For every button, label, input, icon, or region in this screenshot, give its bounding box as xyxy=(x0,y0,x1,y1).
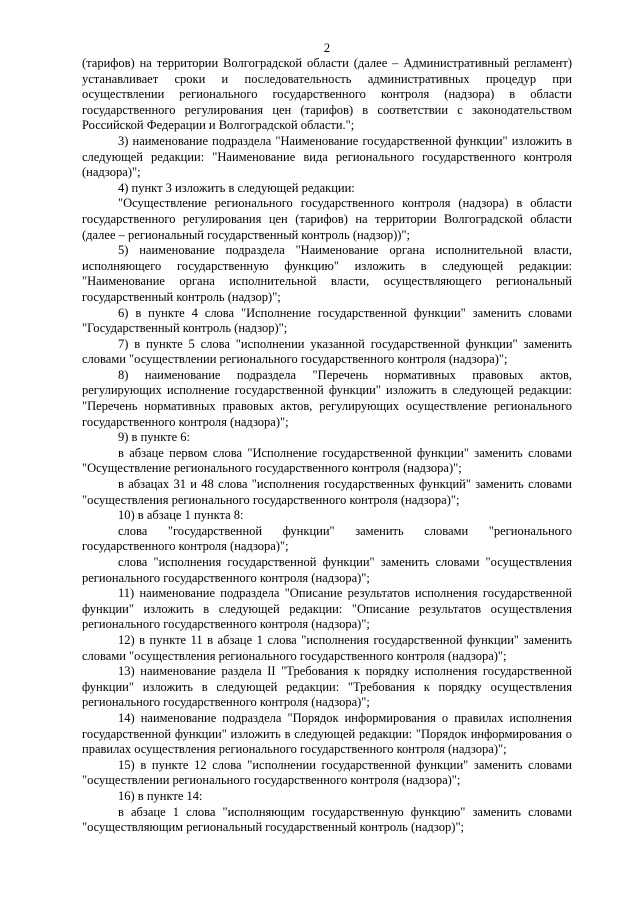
document-page xyxy=(82,40,572,880)
paragraph: 12) в пункте 11 в абзаце 1 слова "исполнения государственной функции" заменить словами "осуществления регионального государственного контроля (надзора)"; xyxy=(82,632,572,663)
paragraph: (тарифов) на территории Волгоградской области (далее – Административный регламент) устанавливает сроки и последовательность административных процедур при осуществлении регионального государственного контроля (надзора) в области государственного регулирования цен (тарифов) в соответствии с законодательством Российской Федерации и Волгоградской области."; xyxy=(82,56,572,133)
paragraph: 16) в пункте 14: xyxy=(118,788,203,803)
paragraph: 11) наименование подраздела "Описание результатов исполнения государственной функции" изложить в следующей редакции: "Описание результатов осуществления регионального государственного контроля (надзора)"; xyxy=(82,586,572,632)
document-body xyxy=(82,56,572,836)
paragraph: 10) в абзаце 1 пункта 8: xyxy=(118,508,244,523)
paragraph: 8) наименование подраздела "Перечень нормативных правовых актов, регулирующих исполнение государственной функции" изложить в следующей редакции: "Перечень нормативных правовых актов, регулирующих осуществление регионального государственного контроля (надзора)"; xyxy=(82,367,572,429)
paragraph: 6) в пункте 4 слова "Исполнение государственной функции" заменить словами "Государственный контроль (надзор)"; xyxy=(82,305,572,336)
paragraph: 9) в пункте 6: xyxy=(118,430,190,445)
paragraph: "Осуществление регионального государственного контроля (надзора) в области государственного регулирования цен (тарифов) на территории Волгоградской области (далее – региональный государственный контроль (надзор))"; xyxy=(82,196,572,242)
paragraph: 13) наименование раздела II "Требования к порядку исполнения государственной функции" изложить в следующей редакции: "Требования к порядку осуществления регионального государственного контроля (надзора)"; xyxy=(82,664,572,710)
paragraph: 5) наименование подраздела "Наименование органа исполнительной власти, исполняющего государственную функцию" изложить в следующей редакции: "Наименование органа исполнительной власти, осуществляющего региональный государственный контроль (надзор)"; xyxy=(82,243,572,304)
paragraph: 4) пункт 3 изложить в следующей редакции: xyxy=(118,180,355,195)
paragraph: в абзаце 1 слова "исполняющим государственную функцию" заменить словами "осуществляющим региональный государственный контроль (надзор)"; xyxy=(82,804,572,835)
paragraph: 7) в пункте 5 слова "исполнении указанной государственной функции" заменить словами "осуществлении регионального государственного контроля (надзора)"; xyxy=(82,336,572,367)
paragraph: в абзаце первом слова "Исполнение государственной функции" заменить словами "Осуществление регионального государственного контроля (надзора)"; xyxy=(82,445,572,476)
paragraph: 14) наименование подраздела "Порядок информирования о правилах исполнения государственной функции" изложить в следующей редакции: "Порядок информирования о правилах осуществления регионального государственного контроля (надзора)"; xyxy=(82,710,572,757)
paragraph: в абзацах 31 и 48 слова "исполнения государственных функций" заменить словами "осуществления регионального государственного контроля (надзора)"; xyxy=(82,477,572,507)
paragraph: слова "исполнения государственной функции" заменить словами "осуществления регионального государственного контроля (надзора)"; xyxy=(82,555,572,585)
page-number: 2 xyxy=(323,41,331,55)
paragraph: слова "государственной функции" заменить словами "регионального государственного контроля (надзора)"; xyxy=(82,523,572,554)
paragraph: 15) в пункте 12 слова "исполнении государственной функции" заменить словами "осуществлении регионального государственного контроля (надзора)"; xyxy=(82,757,572,788)
paragraph: 3) наименование подраздела "Наименование государственной функции" изложить в следующей редакции: "Наименование вида регионального государственного контроля (надзора)"; xyxy=(82,133,572,180)
